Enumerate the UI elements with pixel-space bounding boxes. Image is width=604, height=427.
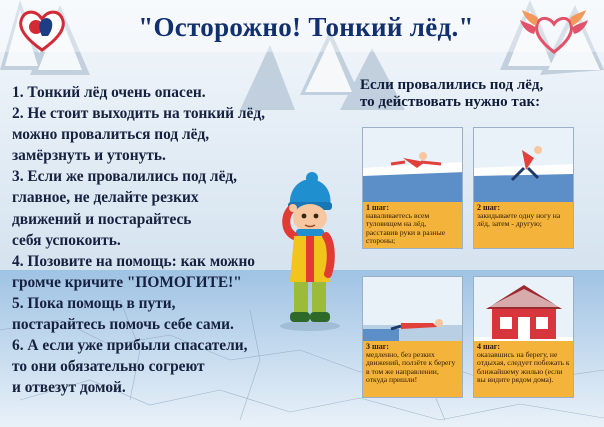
safety-rules-list bbox=[12, 82, 302, 398]
step-4-text: оказавшись на берегу, не отдыхая, следует побежать к ближайшему жилью (если вы видите рядом дома). bbox=[477, 350, 570, 384]
rule-6: 6. А если уже прибыли спасатели, то они обязательно согреют и отвезут домой. bbox=[12, 337, 248, 397]
step-2-caption bbox=[474, 202, 573, 248]
step-2-label: 2 шаг: bbox=[477, 203, 501, 212]
step-4-caption bbox=[474, 341, 573, 397]
rule-1: 1. Тонкий лёд очень опасен. bbox=[12, 84, 206, 101]
step-card-4 bbox=[473, 276, 574, 398]
page-title: "Осторожно! Тонкий лёд." bbox=[138, 12, 474, 42]
rule-3: 3. Если же провалились под лёд, главное, не делайте резких движений и постарайтесь себя успокоить. bbox=[12, 168, 238, 249]
steps-heading bbox=[360, 77, 590, 111]
step-3-label: 3 шаг: bbox=[366, 342, 390, 351]
boy-illustration bbox=[270, 172, 348, 332]
wings-heart-logo-icon bbox=[520, 6, 588, 56]
step-card-2 bbox=[473, 127, 574, 249]
step-2-illustration bbox=[474, 128, 574, 206]
rule-4: 4. Позовите на помощь: как можно громче кричите "ПОМОГИТЕ!" bbox=[12, 252, 256, 291]
step-4-label: 4 шаг: bbox=[477, 342, 501, 351]
rule-2: 2. Не стоит выходить на тонкий лёд, можно провалиться под лёд, замёрзнуть и утонуть. bbox=[12, 105, 265, 165]
step-2-text: закидываете одну ногу на лёд, затем - другую; bbox=[477, 211, 561, 229]
step-1-illustration bbox=[363, 128, 463, 206]
steps-heading-text: Если провалились под лёд, то действовать нужно так: bbox=[360, 77, 544, 110]
step-1-label: 1 шаг: bbox=[366, 203, 390, 212]
step-card-1 bbox=[362, 127, 463, 249]
step-3-caption bbox=[363, 341, 462, 397]
step-1-caption bbox=[363, 202, 462, 248]
safety-logo-icon bbox=[16, 6, 68, 54]
rule-5: 5. Пока помощь в пути, постарайтесь помочь себе сами. bbox=[12, 294, 234, 334]
step-1-text: наваливаетесь всем туловищем на лёд, расставив руки в разные стороны; bbox=[366, 211, 446, 245]
step-3-text: медленно, без резких движений, ползёте к берегу в том же направлении, откуда пришли! bbox=[366, 350, 456, 384]
step-card-3 bbox=[362, 276, 463, 398]
